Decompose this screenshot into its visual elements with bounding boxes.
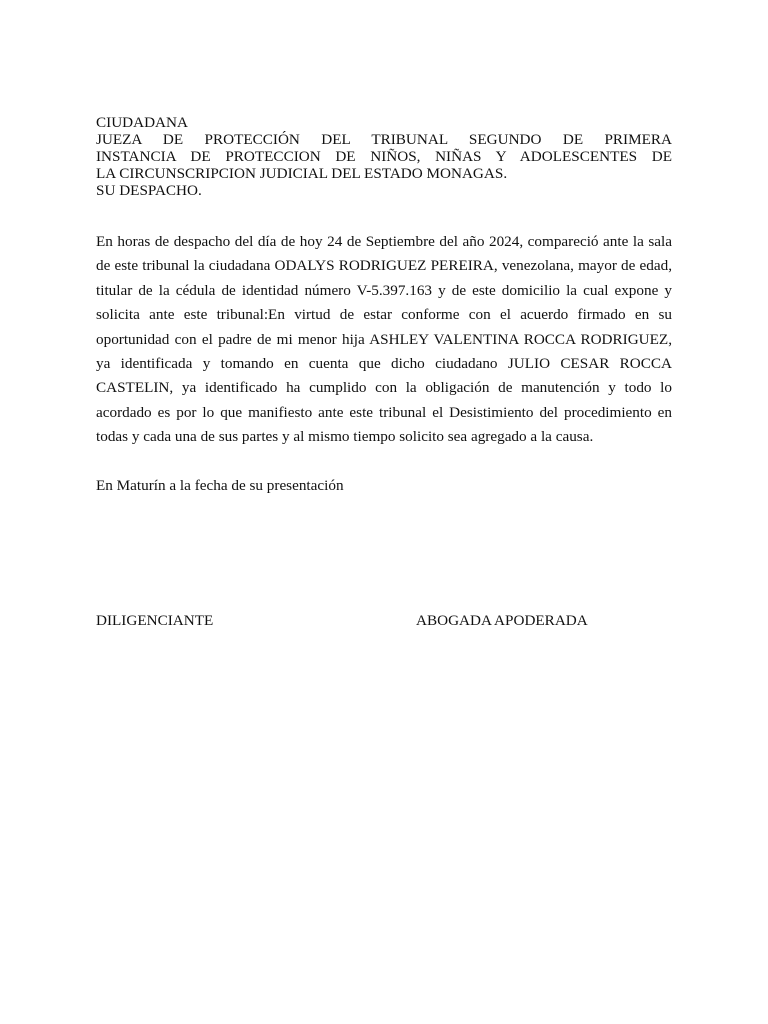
addressee-court-line-3: LA CIRCUNSCRIPCION JUDICIAL DEL ESTADO MONAGAS.: [96, 165, 508, 182]
addressee-closing: SU DESPACHO.: [96, 182, 202, 199]
addressee-title: CIUDADANA: [96, 114, 188, 131]
addressee-block: [96, 114, 672, 199]
signature-abogada-apoderada: ABOGADA APODERADA: [416, 612, 588, 629]
document-page: [96, 114, 672, 629]
body-paragraph: En horas de despacho del día de hoy 24 de Septiembre del año 2024, compareció ante la sala de este tribunal la ciudadana ODALYS RODRIGUEZ PEREIRA, venezolana, mayor de edad, titular de la cédula de identidad número V-5.397.163 y de este domicilio la cual expone y solicita ante este tribunal:En virtud de estar conforme con el acuerdo firmado en su oportunidad con el padre de mi menor hija ASHLEY VALENTINA ROCCA RODRIGUEZ, ya identificada y tomando en cuenta que dicho ciudadano JULIO CESAR ROCCA CASTELIN, ya identificado ha cumplido con la obligación de manutención y todo lo acordado es por lo que manifiesto ante este tribunal el Desistimiento del procedimiento en todas y cada una de sus partes y al mismo tiempo solicito sea agregado a la causa.: [96, 233, 672, 446]
place-date-line: En Maturín a la fecha de su presentación: [96, 476, 344, 494]
addressee-court-line-2: INSTANCIA DE PROTECCION DE NIÑOS, NIÑAS Y ADOLESCENTES DE: [96, 148, 672, 165]
addressee-court-line-1: JUEZA DE PROTECCIÓN DEL TRIBUNAL SEGUNDO DE PRIMERA: [96, 131, 672, 148]
signature-block: [96, 612, 672, 632]
signature-diligenciante: DILIGENCIANTE: [96, 612, 214, 629]
